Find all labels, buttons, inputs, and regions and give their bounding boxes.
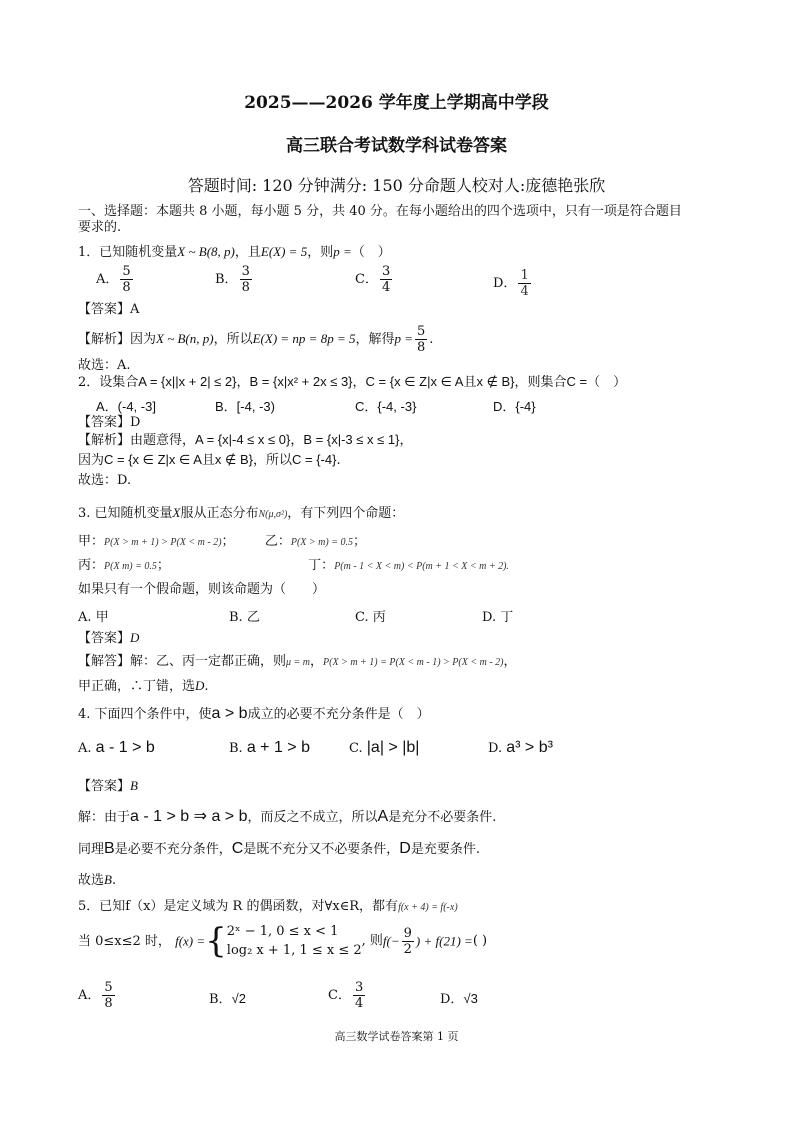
q1-option-d: D． $\frac{1}{4}$ <box>493 268 529 299</box>
q4-answer: 【答案】B <box>78 778 138 794</box>
q3-propositions-2: 丙：P(X m) = 0.5； 丁：P(m - 1 < X < m) < P(m + 1 < X < m + 2). <box>78 558 509 573</box>
q3-question: 如果只有一个假命题，则该命题为（ ） <box>78 582 326 597</box>
q5-option-b: B．√2 <box>209 991 246 1007</box>
q2-explanation-line2: 因为C = {x ∈ Z|x ∈ A且x ∉ B}，所以C = {-4}. <box>78 452 341 468</box>
q1-final: 故选：A. <box>78 358 131 373</box>
q3-option-b: B. 乙 <box>229 610 260 625</box>
question-1-stem: 1．已知随机变量X ~ B(8, p)，且E(X) = 5，则p =（ ） <box>78 244 391 260</box>
brace-symbol: { <box>205 921 227 961</box>
q5-option-c: C． $\frac{3}{4}$ <box>328 980 364 1011</box>
q1-option-a: A． $\frac{5}{8}$ <box>96 264 131 295</box>
q5-option-a: A． $\frac{5}{8}$ <box>78 980 113 1011</box>
page-footer: 高三数学试卷答案第 1 页 <box>334 1030 459 1043</box>
q5-option-d: D．√3 <box>440 991 478 1007</box>
q2-option-a: A．(-4, -3] <box>96 399 156 414</box>
section-intro-cont: 要求的. <box>78 220 122 235</box>
q3-option-c: C. 丙 <box>355 610 386 625</box>
exam-info: 答题时间: 120 分钟满分: 150 分命题人校对人:庞德艳张欣 <box>187 176 606 195</box>
q2-option-d: D．{-4} <box>493 399 536 414</box>
q2-explanation-line1: 【解析】由题意得，A = {x|-4 ≤ x ≤ 0}，B = {x|-3 ≤ x ≤ 1}， <box>78 432 413 448</box>
q4-option-a: A. a - 1 > b <box>78 739 155 756</box>
question-4-stem: 4. 下面四个条件中，使a > b成立的必要不充分条件是（ ） <box>78 705 430 722</box>
q1-option-c: C． $\frac{3}{4}$ <box>355 264 391 295</box>
q2-option-b: B．[-4, -3) <box>215 399 275 414</box>
q4-explanation-line1: 解：由于a - 1 > b ⇒ a > b，而反之不成立，所以A是充分不必要条件. <box>78 808 497 825</box>
section-intro: 一、选择题：本题共 8 小题，每小题 5 分，共 40 分。在每小题给出的四个选项中，只有一项是符合题目 <box>78 204 682 219</box>
q2-answer: 【答案】D <box>78 415 141 430</box>
q3-explanation-line1: 【解答】解：乙、丙一定都正确，则μ = m，P(X > m + 1) = P(X < m - 1) > P(X < m - 2)， <box>78 654 517 669</box>
q4-explanation-line2: 同理B是必要不充分条件，C是既不充分又不必要条件，D是充要条件. <box>78 840 480 857</box>
q3-propositions-1: 甲：P(X > m + 1) > P(X < m - 2)； 乙：P(X > m) = 0.5； <box>78 534 366 549</box>
piecewise-definition: 2ˣ − 1, 0 ≤ x < 1 log₂ x + 1, 1 ≤ x ≤ 2 <box>226 924 362 958</box>
q4-final: 故选B. <box>78 872 117 888</box>
question-5-stem: 5．已知f（x）是定义域为 R 的偶函数，对∀x∈R，都有f(x + 4) = f(-x) <box>78 899 458 914</box>
q3-option-a: A. 甲 <box>78 610 109 625</box>
page-title: 2025——2026 学年度上学期高中学段 <box>244 93 549 113</box>
q3-option-d: D. 丁 <box>482 610 514 625</box>
q5-condition: 当 0≤x≤2 时， f(x) ={ 2ˣ − 1, 0 ≤ x < 1 log₂ x + 1, 1 ≤ x ≤ 2 , 则f(− $\frac{9}{2}$ ) + f(21) =( ) <box>78 921 488 961</box>
q4-option-b: B. a + 1 > b <box>229 739 310 756</box>
question-2-stem: 2．设集合A = {x||x + 2| ≤ 2}，B = {x|x² + 2x ≤ 3}，C = {x ∈ Z|x ∈ A且x ∉ B}，则集合C =（ ） <box>78 374 627 390</box>
q1-answer: 【答案】A <box>78 302 140 317</box>
q3-answer: 【答案】D <box>78 630 140 646</box>
q2-option-c: C．{-4, -3} <box>355 399 417 414</box>
q2-final: 故选：D. <box>78 473 132 488</box>
q3-explanation-line2: 甲正确，∴丁错，选D. <box>78 678 209 694</box>
q1-explanation: 【解析】因为X ~ B(n, p)，所以E(X) = np = 8p = 5，解得p = $\frac{5}{8}$ . <box>78 324 434 355</box>
page-subtitle: 高三联合考试数学科试卷答案 <box>286 136 507 156</box>
question-3-stem: 3. 已知随机变量X服从正态分布N(μ,σ²)，有下列四个命题： <box>78 505 405 521</box>
q4-option-d: D. a³ > b³ <box>488 739 553 756</box>
q4-option-c: C. |a| > |b| <box>349 739 420 756</box>
q1-option-b: B． $\frac{3}{8}$ <box>215 264 250 295</box>
